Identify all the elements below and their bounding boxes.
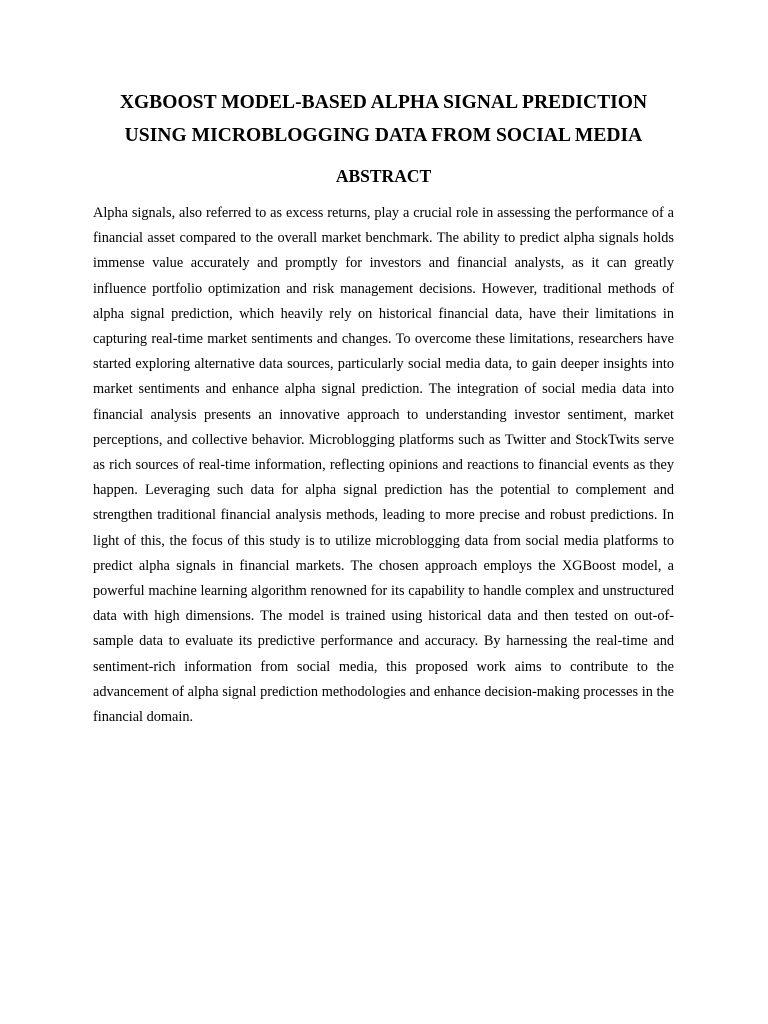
paper-title-line-1: XGBOOST MODEL-BASED ALPHA SIGNAL PREDICTION — [119, 92, 648, 113]
abstract-body: Alpha signals, also referred to as excess returns, play a crucial role in assessing the performance of a financial asset compared to the overall market benchmark. The ability to predict alpha signals holds immense value accurately and promptly for investors and financial analysts, as it can greatly influence portfolio optimization and risk management decisions. However, traditional methods of alpha signal prediction, which heavily rely on historical financial data, have their limitations in capturing real-time market sentiments and changes. To overcome these limitations, researchers have started exploring alternative data sources, particularly social media data, to gain deeper insights into market sentiments and enhance alpha signal prediction. The integration of social media data into financial analysis presents an innovative approach to understanding investor sentiment, market perceptions, and collective behavior. Microblogging platforms such as Twitter and StockTwits serve as rich sources of real-time information, reflecting opinions and reactions to financial events as they happen. Leveraging such data for alpha signal prediction has the potential to complement and strengthen traditional financial analysis methods, leading to more precise and robust predictions. In light of this, the focus of this study is to utilize microblogging data from social media platforms to predict alpha signals in financial markets. The chosen approach employs the XGBoost model, a powerful machine learning algorithm renowned for its capability to handle complex and unstructured data with high dimensions. The model is trained using historical data and then tested on out-of-sample data to evaluate its predictive performance and accuracy. By harnessing the real-time and sentiment-rich information from social media, this proposed work aims to contribute to the advancement of alpha signal prediction methodologies and enhance decision-making processes in the financial domain. — [93, 205, 674, 726]
abstract-heading: ABSTRACT — [335, 166, 432, 186]
paper-page — [93, 86, 674, 730]
paper-title — [93, 86, 674, 152]
paper-title-line-2: USING MICROBLOGGING DATA FROM SOCIAL MEDIA — [124, 125, 643, 146]
